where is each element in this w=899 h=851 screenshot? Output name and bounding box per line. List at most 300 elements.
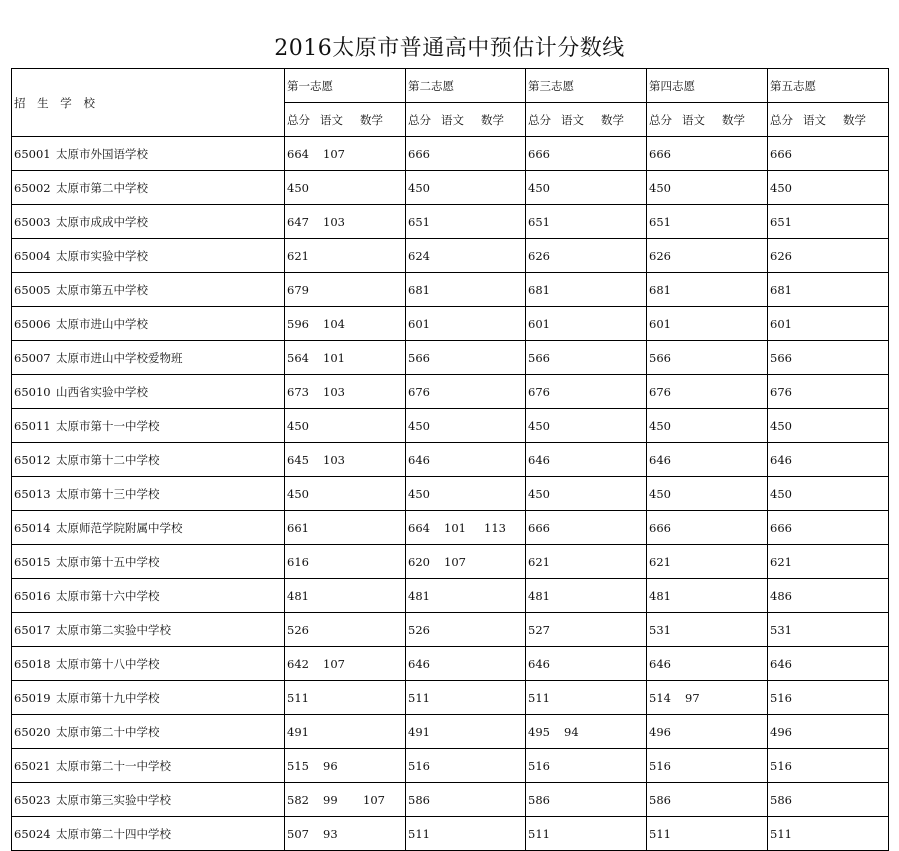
- choice-3-scores: [526, 749, 647, 783]
- school-name: 太原市第二中学校: [56, 180, 148, 195]
- choice-3-scores: [526, 205, 647, 239]
- math-label: 数学: [601, 112, 624, 127]
- school-cell: [12, 647, 285, 681]
- total-score: 564: [287, 350, 309, 365]
- school-name: 太原市成成中学校: [56, 214, 148, 229]
- chinese-score: 101: [323, 350, 345, 365]
- choice-1-scores: [285, 477, 406, 511]
- total-label: 总分: [770, 112, 793, 127]
- choice-1-scores: [285, 239, 406, 273]
- total-score: 666: [770, 146, 792, 161]
- total-score: 651: [528, 214, 550, 229]
- choice-5-scores: [768, 171, 889, 205]
- total-score: 646: [408, 452, 430, 467]
- chinese-score: 96: [323, 758, 338, 773]
- choice-1-scores: [285, 273, 406, 307]
- school-cell: [12, 477, 285, 511]
- table-row: [12, 545, 889, 579]
- choice-4-scores: [647, 511, 768, 545]
- total-score: 511: [408, 826, 430, 841]
- choice-3-scores: [526, 375, 647, 409]
- choice-4-scores: [647, 613, 768, 647]
- total-score: 491: [287, 724, 309, 739]
- choice-5-scores: [768, 137, 889, 171]
- school-name: 太原市第二十一中学校: [56, 758, 171, 773]
- choice-4-scores: [647, 579, 768, 613]
- choice-4-scores: [647, 171, 768, 205]
- math-label: 数学: [843, 112, 866, 127]
- school-name: 太原市第二实验中学校: [56, 622, 171, 637]
- choice-3-scores: [526, 137, 647, 171]
- total-score: 531: [649, 622, 671, 637]
- school-code: 65012: [14, 452, 51, 467]
- table-row: [12, 205, 889, 239]
- school-code: 65018: [14, 656, 51, 671]
- choice-1-scores: [285, 749, 406, 783]
- total-score: 507: [287, 826, 309, 841]
- total-score: 511: [408, 690, 430, 705]
- chinese-score: 107: [323, 656, 345, 671]
- choice-1-scores: [285, 647, 406, 681]
- table-row: [12, 409, 889, 443]
- choice-3-scores: [526, 545, 647, 579]
- total-score: 646: [408, 656, 430, 671]
- choice-3-scores: [526, 477, 647, 511]
- school-code: 65006: [14, 316, 51, 331]
- school-cell: [12, 171, 285, 205]
- school-cell: [12, 579, 285, 613]
- total-label: 总分: [287, 112, 310, 127]
- total-score: 586: [770, 792, 792, 807]
- chinese-score: 94: [564, 724, 579, 739]
- total-score: 666: [770, 520, 792, 535]
- choice-3-scores: [526, 341, 647, 375]
- total-score: 646: [528, 656, 550, 671]
- total-score: 666: [528, 146, 550, 161]
- choice-1-scores: [285, 579, 406, 613]
- chinese-score: 107: [444, 554, 466, 569]
- school-cell: [12, 817, 285, 851]
- choice-3-scores: [526, 715, 647, 749]
- choice-2-scores: [406, 783, 526, 817]
- total-score: 450: [408, 486, 430, 501]
- total-score: 526: [287, 622, 309, 637]
- school-code: 65023: [14, 792, 51, 807]
- table-row: [12, 375, 889, 409]
- choice-2-scores: [406, 715, 526, 749]
- total-score: 666: [528, 520, 550, 535]
- school-name: 太原市实验中学校: [56, 248, 148, 263]
- choice-4-scores: [647, 443, 768, 477]
- choice-5-scores: [768, 647, 889, 681]
- table-row: [12, 647, 889, 681]
- school-code: 65011: [14, 418, 51, 433]
- choice-5-scores: [768, 273, 889, 307]
- total-score: 642: [287, 656, 309, 671]
- choice-5-scores: [768, 715, 889, 749]
- choice-1-scores: [285, 715, 406, 749]
- school-cell: [12, 613, 285, 647]
- school-name: 太原市第十八中学校: [56, 656, 160, 671]
- table-header: [12, 69, 889, 137]
- choice-4-scores: [647, 545, 768, 579]
- school-cell: [12, 545, 285, 579]
- choice-1-scores: [285, 613, 406, 647]
- choice-2-scores: [406, 443, 526, 477]
- table-row: [12, 477, 889, 511]
- choice-4-scores: [647, 681, 768, 715]
- chinese-label: 语文: [561, 112, 584, 127]
- total-score: 450: [528, 418, 550, 433]
- total-score: 673: [287, 384, 309, 399]
- choice-1-scores: [285, 443, 406, 477]
- school-cell: [12, 205, 285, 239]
- table-row: [12, 171, 889, 205]
- choice-3-scores: [526, 579, 647, 613]
- total-score: 676: [528, 384, 550, 399]
- total-score: 566: [408, 350, 430, 365]
- total-score: 566: [649, 350, 671, 365]
- table-row: [12, 681, 889, 715]
- choice-5-scores: [768, 307, 889, 341]
- total-score: 566: [528, 350, 550, 365]
- total-score: 646: [528, 452, 550, 467]
- choice-4-scores: [647, 647, 768, 681]
- school-code: 65017: [14, 622, 51, 637]
- total-score: 621: [528, 554, 550, 569]
- total-score: 511: [287, 690, 309, 705]
- school-code: 65005: [14, 282, 51, 297]
- school-cell: [12, 307, 285, 341]
- total-score: 450: [649, 180, 671, 195]
- total-score: 664: [287, 146, 309, 161]
- choice-3-scores: [526, 307, 647, 341]
- total-score: 661: [287, 520, 309, 535]
- chinese-label: 语文: [441, 112, 464, 127]
- choice-3-header: 第三志愿: [526, 69, 647, 103]
- total-score: 491: [408, 724, 430, 739]
- choice-2-scores: [406, 375, 526, 409]
- total-score: 646: [770, 452, 792, 467]
- table-row: [12, 579, 889, 613]
- total-score: 526: [408, 622, 430, 637]
- school-cell: [12, 783, 285, 817]
- choice-2-header: 第二志愿: [406, 69, 526, 103]
- school-cell: [12, 375, 285, 409]
- choice-4-scores: [647, 239, 768, 273]
- school-cell: [12, 239, 285, 273]
- school-name: 太原市第十一中学校: [56, 418, 160, 433]
- choice-3-scores: [526, 409, 647, 443]
- choice-3-scores: [526, 239, 647, 273]
- choice-5-scores: [768, 545, 889, 579]
- total-score: 516: [408, 758, 430, 773]
- choice-2-scores: [406, 477, 526, 511]
- school-code: 65004: [14, 248, 51, 263]
- total-score: 651: [649, 214, 671, 229]
- chinese-label: 语文: [803, 112, 826, 127]
- math-label: 数学: [360, 112, 383, 127]
- table-row: [12, 273, 889, 307]
- school-code: 65016: [14, 588, 51, 603]
- total-score: 450: [649, 418, 671, 433]
- school-code: 65003: [14, 214, 51, 229]
- school-code: 65024: [14, 826, 51, 841]
- school-cell: [12, 681, 285, 715]
- total-score: 646: [649, 452, 671, 467]
- choice-5-header: 第五志愿: [768, 69, 889, 103]
- choice-1-scores: [285, 681, 406, 715]
- total-score: 626: [528, 248, 550, 263]
- total-score: 601: [649, 316, 671, 331]
- chinese-score: 103: [323, 452, 345, 467]
- total-score: 516: [770, 758, 792, 773]
- score-table: [11, 68, 889, 851]
- choice-5-scores: [768, 749, 889, 783]
- choice-4-scores: [647, 749, 768, 783]
- choice-2-scores: [406, 341, 526, 375]
- table-row: [12, 783, 889, 817]
- total-score: 621: [770, 554, 792, 569]
- school-name: 太原师范学院附属中学校: [56, 520, 183, 535]
- chinese-score: 101: [444, 520, 466, 535]
- choice-4-scores: [647, 341, 768, 375]
- choice-4-scores: [647, 817, 768, 851]
- choice-4-scores: [647, 409, 768, 443]
- choice-1-scores: [285, 307, 406, 341]
- choice-3-scores: [526, 443, 647, 477]
- school-code: 65020: [14, 724, 51, 739]
- choice-4-header: 第四志愿: [647, 69, 768, 103]
- choice-1-scores: [285, 205, 406, 239]
- choice-3-subheader: [526, 103, 647, 137]
- total-score: 621: [649, 554, 671, 569]
- school-name: 太原市第十六中学校: [56, 588, 160, 603]
- choice-4-scores: [647, 205, 768, 239]
- total-score: 676: [649, 384, 671, 399]
- choice-5-scores: [768, 341, 889, 375]
- total-score: 681: [528, 282, 550, 297]
- choice-2-subheader: [406, 103, 526, 137]
- total-score: 450: [770, 180, 792, 195]
- total-score: 495: [528, 724, 550, 739]
- math-score: 113: [484, 520, 506, 535]
- school-name: 太原市第三实验中学校: [56, 792, 171, 807]
- choice-3-scores: [526, 647, 647, 681]
- school-name: 山西省实验中学校: [56, 384, 148, 399]
- table-row: [12, 341, 889, 375]
- school-name: 太原市第十三中学校: [56, 486, 160, 501]
- choice-1-scores: [285, 409, 406, 443]
- total-score: 450: [408, 418, 430, 433]
- total-score: 681: [649, 282, 671, 297]
- choice-1-scores: [285, 511, 406, 545]
- choice-2-scores: [406, 239, 526, 273]
- school-code: 65007: [14, 350, 51, 365]
- school-code: 65021: [14, 758, 51, 773]
- choice-4-subheader: [647, 103, 768, 137]
- chinese-score: 107: [323, 146, 345, 161]
- total-score: 516: [770, 690, 792, 705]
- school-name: 太原市第十九中学校: [56, 690, 160, 705]
- choice-5-scores: [768, 409, 889, 443]
- chinese-score: 99: [323, 792, 338, 807]
- choice-3-scores: [526, 613, 647, 647]
- school-name: 太原市第二十中学校: [56, 724, 160, 739]
- choice-1-scores: [285, 375, 406, 409]
- school-name: 太原市外国语学校: [56, 146, 148, 161]
- choice-5-scores: [768, 783, 889, 817]
- total-score: 450: [287, 486, 309, 501]
- total-score: 645: [287, 452, 309, 467]
- school-name: 太原市第十二中学校: [56, 452, 160, 467]
- total-score: 481: [408, 588, 430, 603]
- choice-2-scores: [406, 409, 526, 443]
- choice-2-scores: [406, 273, 526, 307]
- choice-3-scores: [526, 511, 647, 545]
- school-cell: [12, 273, 285, 307]
- total-score: 450: [287, 418, 309, 433]
- math-label: 数学: [481, 112, 504, 127]
- total-score: 647: [287, 214, 309, 229]
- total-score: 679: [287, 282, 309, 297]
- choice-5-scores: [768, 613, 889, 647]
- total-label: 总分: [528, 112, 551, 127]
- total-score: 646: [770, 656, 792, 671]
- total-score: 601: [770, 316, 792, 331]
- total-score: 486: [770, 588, 792, 603]
- total-score: 676: [770, 384, 792, 399]
- table-row: [12, 443, 889, 477]
- math-score: 107: [363, 792, 385, 807]
- total-score: 596: [287, 316, 309, 331]
- choice-5-scores: [768, 375, 889, 409]
- total-score: 511: [649, 826, 671, 841]
- choice-4-scores: [647, 307, 768, 341]
- total-score: 616: [287, 554, 309, 569]
- total-score: 514: [649, 690, 671, 705]
- table-body: [12, 137, 889, 851]
- school-code: 65014: [14, 520, 51, 535]
- table-row: [12, 817, 889, 851]
- school-code: 65001: [14, 146, 51, 161]
- school-cell: [12, 511, 285, 545]
- choice-5-scores: [768, 817, 889, 851]
- choice-1-scores: [285, 817, 406, 851]
- choice-1-subheader: [285, 103, 406, 137]
- total-score: 651: [408, 214, 430, 229]
- choice-5-scores: [768, 239, 889, 273]
- school-cell: [12, 137, 285, 171]
- total-score: 527: [528, 622, 550, 637]
- choice-5-scores: [768, 443, 889, 477]
- choice-5-scores: [768, 511, 889, 545]
- chinese-score: 97: [685, 690, 700, 705]
- chinese-label: 语文: [682, 112, 705, 127]
- total-label: 总分: [649, 112, 672, 127]
- chinese-score: 93: [323, 826, 338, 841]
- total-score: 450: [528, 486, 550, 501]
- total-score: 646: [649, 656, 671, 671]
- choice-3-scores: [526, 783, 647, 817]
- choice-1-scores: [285, 341, 406, 375]
- total-score: 481: [287, 588, 309, 603]
- choice-2-scores: [406, 545, 526, 579]
- total-score: 651: [770, 214, 792, 229]
- school-cell: [12, 715, 285, 749]
- total-score: 516: [649, 758, 671, 773]
- total-score: 586: [408, 792, 430, 807]
- total-score: 496: [770, 724, 792, 739]
- choice-3-scores: [526, 273, 647, 307]
- total-score: 450: [770, 486, 792, 501]
- school-cell: [12, 341, 285, 375]
- choice-5-scores: [768, 205, 889, 239]
- total-score: 626: [770, 248, 792, 263]
- total-score: 586: [528, 792, 550, 807]
- total-score: 481: [649, 588, 671, 603]
- choice-4-scores: [647, 715, 768, 749]
- total-score: 676: [408, 384, 430, 399]
- total-score: 516: [528, 758, 550, 773]
- total-score: 515: [287, 758, 309, 773]
- total-score: 681: [408, 282, 430, 297]
- chinese-score: 104: [323, 316, 345, 331]
- choice-1-header: 第一志愿: [285, 69, 406, 103]
- total-score: 531: [770, 622, 792, 637]
- total-score: 621: [287, 248, 309, 263]
- table-row: [12, 511, 889, 545]
- choice-5-scores: [768, 681, 889, 715]
- chinese-score: 103: [323, 214, 345, 229]
- school-cell: [12, 409, 285, 443]
- choice-4-scores: [647, 783, 768, 817]
- choice-5-scores: [768, 579, 889, 613]
- header-row-choices: [12, 69, 889, 103]
- total-score: 582: [287, 792, 309, 807]
- school-code: 65010: [14, 384, 51, 399]
- school-code: 65015: [14, 554, 51, 569]
- total-score: 666: [408, 146, 430, 161]
- choice-5-scores: [768, 477, 889, 511]
- table-row: [12, 613, 889, 647]
- school-name: 太原市第十五中学校: [56, 554, 160, 569]
- total-score: 511: [528, 826, 550, 841]
- total-score: 586: [649, 792, 671, 807]
- choice-4-scores: [647, 477, 768, 511]
- total-score: 450: [287, 180, 309, 195]
- total-score: 626: [649, 248, 671, 263]
- choice-2-scores: [406, 579, 526, 613]
- school-name: 太原市进山中学校爱物班: [56, 350, 183, 365]
- school-header: 招 生 学 校: [12, 69, 285, 137]
- choice-2-scores: [406, 511, 526, 545]
- choice-2-scores: [406, 749, 526, 783]
- total-score: 624: [408, 248, 430, 263]
- school-name: 太原市进山中学校: [56, 316, 148, 331]
- total-score: 511: [770, 826, 792, 841]
- choice-4-scores: [647, 375, 768, 409]
- table-row: [12, 749, 889, 783]
- total-score: 450: [528, 180, 550, 195]
- total-score: 664: [408, 520, 430, 535]
- chinese-score: 103: [323, 384, 345, 399]
- school-cell: [12, 749, 285, 783]
- total-score: 450: [770, 418, 792, 433]
- school-code: 65013: [14, 486, 51, 501]
- chinese-label: 语文: [320, 112, 343, 127]
- total-score: 666: [649, 520, 671, 535]
